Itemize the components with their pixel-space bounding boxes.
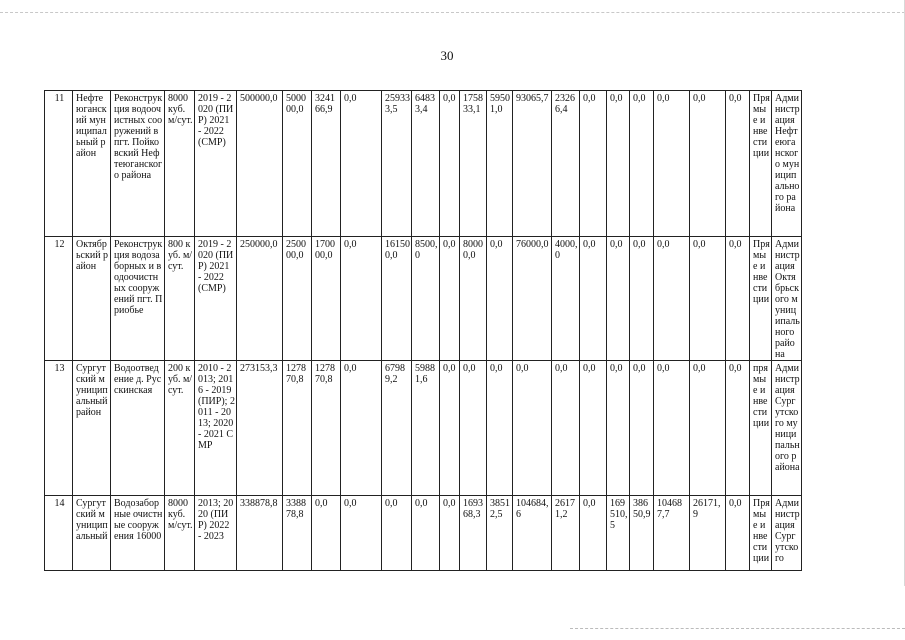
financing-cell: Прямые инвестиции xyxy=(750,91,772,237)
value-cell: 0,0 xyxy=(654,361,690,496)
value-cell: 500000,0 xyxy=(237,91,283,237)
table-row xyxy=(45,91,844,237)
table-row xyxy=(45,237,844,361)
value-cell: 8500,0 xyxy=(412,237,440,361)
scan-bottom-edge xyxy=(570,628,905,629)
table-row xyxy=(45,496,844,571)
value-cell: 4000,0 xyxy=(552,237,580,361)
value-cell: 0,0 xyxy=(341,361,382,496)
value-cell: 0,0 xyxy=(630,361,654,496)
value-cell: 0,0 xyxy=(412,496,440,571)
value-cell: 67989,2 xyxy=(382,361,412,496)
value-cell: 0,0 xyxy=(440,361,460,496)
value-cell: 500000,0 xyxy=(283,91,312,237)
value-cell: 259333,5 xyxy=(382,91,412,237)
value-cell: 59501,0 xyxy=(487,91,513,237)
value-cell: 64833,4 xyxy=(412,91,440,237)
value-cell: 93065,7 xyxy=(513,91,552,237)
value-cell: 0,0 xyxy=(341,237,382,361)
object-cell: Водозаборные очистные сооружения 16000 xyxy=(111,496,165,571)
value-cell: 0,0 xyxy=(726,237,750,361)
value-cell: 0,0 xyxy=(607,91,630,237)
value-cell: 0,0 xyxy=(487,237,513,361)
district-cell: Октябрьский район xyxy=(73,237,111,361)
value-cell: 38512,5 xyxy=(487,496,513,571)
value-cell: 0,0 xyxy=(552,361,580,496)
value-cell: 338878,8 xyxy=(283,496,312,571)
page-number: 30 xyxy=(440,48,454,63)
row-number: 14 xyxy=(45,496,73,571)
value-cell: 0,0 xyxy=(580,237,607,361)
value-cell: 250000,0 xyxy=(283,237,312,361)
value-cell: 0,0 xyxy=(654,91,690,237)
value-cell: 38650,9 xyxy=(630,496,654,571)
object-cell: Водоотведение д. Русскинская xyxy=(111,361,165,496)
value-cell: 0,0 xyxy=(513,361,552,496)
value-cell: 0,0 xyxy=(690,237,726,361)
value-cell: 104684,6 xyxy=(513,496,552,571)
period-cell: 2019 - 2020 (ПИР) 2021 - 2022 (СМР) xyxy=(195,237,237,361)
value-cell: 0,0 xyxy=(440,237,460,361)
value-cell: 324166,9 xyxy=(312,91,341,237)
value-cell: 0,0 xyxy=(580,496,607,571)
value-cell: 0,0 xyxy=(341,91,382,237)
value-cell: 0,0 xyxy=(607,237,630,361)
value-cell: 175833,1 xyxy=(460,91,487,237)
executor-cell: Администрация Октябрьского муниципального района xyxy=(772,237,802,361)
page-bottom xyxy=(0,586,905,640)
value-cell: 0,0 xyxy=(607,361,630,496)
value-cell: 0,0 xyxy=(630,237,654,361)
executor-cell: Администрация Нефтеюганского муниципального района xyxy=(772,91,802,237)
district-cell: Сургутский муниципальный район xyxy=(73,361,111,496)
table-row xyxy=(45,361,844,496)
investment-table xyxy=(44,90,844,571)
period-cell: 2013; 2020 (ПИР) 2022 - 2023 xyxy=(195,496,237,571)
value-cell: 0,0 xyxy=(690,91,726,237)
capacity-cell: 8000 куб. м/сут. xyxy=(165,91,195,237)
object-cell: Реконструкция водоочистных сооружений в пгт. Пойковский Нефтеюганского района xyxy=(111,91,165,237)
value-cell: 80000,0 xyxy=(460,237,487,361)
value-cell: 127870,8 xyxy=(283,361,312,496)
value-cell: 104687,7 xyxy=(654,496,690,571)
scan-top-edge xyxy=(0,12,905,13)
value-cell: 0,0 xyxy=(312,496,341,571)
value-cell: 59881,6 xyxy=(412,361,440,496)
value-cell: 0,0 xyxy=(460,361,487,496)
capacity-cell: 8000 куб. м/сут. xyxy=(165,496,195,571)
value-cell: 0,0 xyxy=(726,496,750,571)
value-cell: 0,0 xyxy=(440,496,460,571)
value-cell: 169368,3 xyxy=(460,496,487,571)
value-cell: 250000,0 xyxy=(237,237,283,361)
value-cell: 170000,0 xyxy=(312,237,341,361)
district-cell: Нефтеюганский муниципальный район xyxy=(73,91,111,237)
value-cell: 76000,0 xyxy=(513,237,552,361)
value-cell: 338878,8 xyxy=(237,496,283,571)
district-cell: Сургутский муниципальный xyxy=(73,496,111,571)
value-cell: 0,0 xyxy=(580,91,607,237)
value-cell: 0,0 xyxy=(382,496,412,571)
value-cell: 0,0 xyxy=(726,361,750,496)
value-cell: 127870,8 xyxy=(312,361,341,496)
value-cell: 0,0 xyxy=(654,237,690,361)
value-cell: 161500,0 xyxy=(382,237,412,361)
value-cell: 0,0 xyxy=(580,361,607,496)
capacity-cell: 200 куб. м/сут. xyxy=(165,361,195,496)
capacity-cell: 800 куб. м/сут. xyxy=(165,237,195,361)
value-cell: 0,0 xyxy=(341,496,382,571)
executor-cell: Администрация Сургутского xyxy=(772,496,802,571)
value-cell: 0,0 xyxy=(726,91,750,237)
value-cell: 23266,4 xyxy=(552,91,580,237)
value-cell: 0,0 xyxy=(487,361,513,496)
financing-cell: Прямые инвестиции xyxy=(750,496,772,571)
value-cell: 273153,3 xyxy=(237,361,283,496)
object-cell: Реконструкция водозаборных и водоочистных сооружений пгт. Приобье xyxy=(111,237,165,361)
value-cell: 26171,2 xyxy=(552,496,580,571)
period-cell: 2019 - 2020 (ПИР) 2021 - 2022 (СМР) xyxy=(195,91,237,237)
financing-cell: Прямые инвестиции xyxy=(750,237,772,361)
value-cell: 0,0 xyxy=(630,91,654,237)
row-number: 12 xyxy=(45,237,73,361)
executor-cell: Администрация Сургутского муниципального района xyxy=(772,361,802,496)
row-number: 11 xyxy=(45,91,73,237)
period-cell: 2010 - 2013; 2016 - 2019 (ПИР); 2011 - 2013; 2020 - 2021 СМР xyxy=(195,361,237,496)
financing-cell: прямые инвестиции xyxy=(750,361,772,496)
value-cell: 0,0 xyxy=(690,361,726,496)
row-number: 13 xyxy=(45,361,73,496)
value-cell: 169510,5 xyxy=(607,496,630,571)
value-cell: 26171,9 xyxy=(690,496,726,571)
value-cell: 0,0 xyxy=(440,91,460,237)
